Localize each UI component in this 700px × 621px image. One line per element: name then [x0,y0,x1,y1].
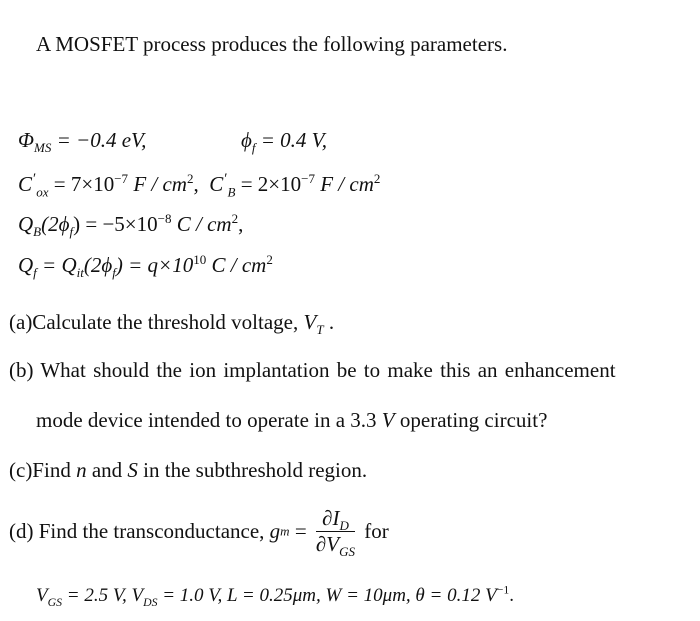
question-c: (c)Find n and S in the subthreshold region. [9,458,368,482]
question-a: (a)Calculate the threshold voltage, $V_T$ . [9,310,335,338]
partial-derivative-fraction: $\frac{\partial I_D}{\partial V_{GS}}$ [315,506,356,560]
question-b-line1: (b) What should the ion implantation be to make this an enhancement [9,358,616,382]
operating-conditions: $V_{GS} = 2.5$ V, $V_{DS} = 1.0$ V, L = 0.25μm, W = 10μm, θ = 0.12 $V^{-1}$. [36,583,514,609]
param-phi-f: $\phi_f = 0.4$ V, [241,128,328,156]
param-phi-ms: $\Phi_{MS} = -0.4$ eV, [18,128,147,156]
param-capacitances: $C'_{ox} = 7\times 10^{-7}$ F / $cm^2$, $C'_B = 2\times 10^{-7}$ F / $cm^2$ [18,171,381,200]
param-qb: $Q_B(2\phi_f) = -5\times 10^{-8}$ C / $cm^2$, [18,211,244,240]
question-b-line2: mode device intended to operate in a 3.3 V operating circuit? [36,408,548,432]
param-qf: $Q_f = Q_{it}(2\phi_f) = q\times 10^{10}$ C / $cm^2$ [18,252,273,281]
question-d: (d) Find the transconductance, gm = $\frac{\partial I_D}{\partial V_{GS}}$ for [9,506,389,560]
problem-title: A MOSFET process produces the following parameters. [36,32,508,56]
